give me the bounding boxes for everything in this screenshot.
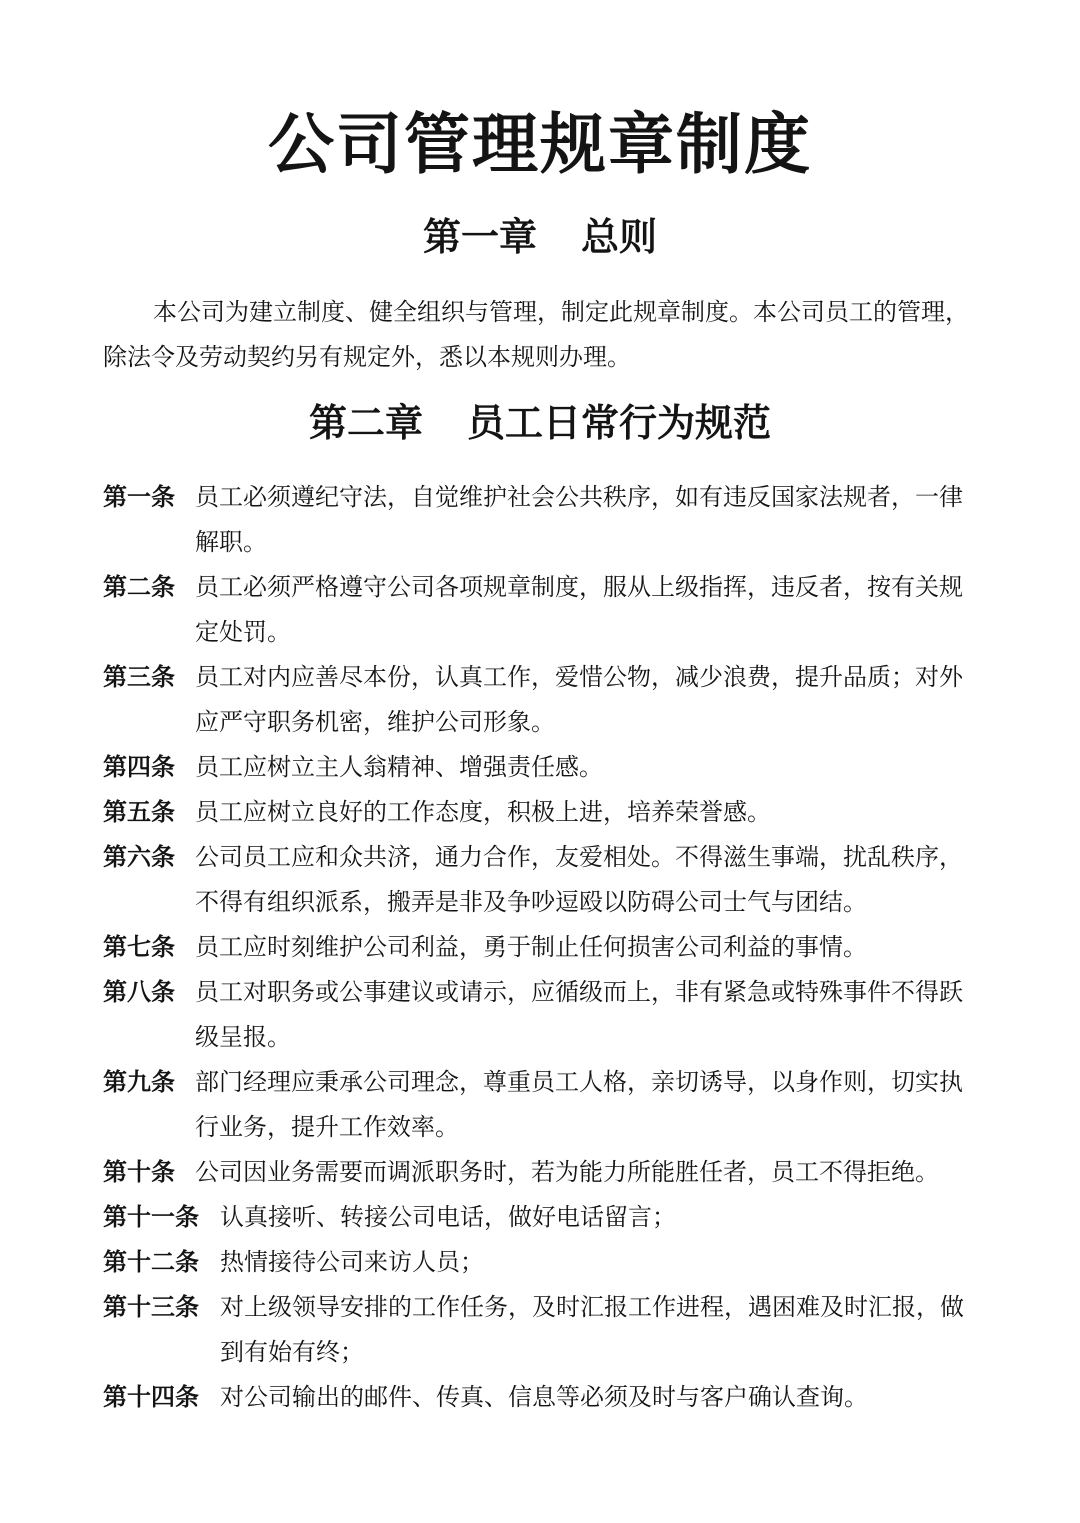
article-8 bbox=[103, 970, 983, 1060]
article-label: 第七条 bbox=[103, 933, 175, 961]
article-text: 员工应时刻维护公司利益，勇于制止任何损害公司利益的事情。 bbox=[195, 933, 867, 961]
article-text: 员工应树立主人翁精神、增强责任感。 bbox=[195, 753, 603, 781]
article-text: 认真接听、转接公司电话，做好电话留言； bbox=[220, 1203, 676, 1231]
article-label: 第十一条 bbox=[103, 1203, 199, 1231]
article-text: 员工必须严格遵守公司各项规章制度，服从上级指挥，违反者，按有关规定处罚。 bbox=[195, 573, 963, 646]
article-label: 第五条 bbox=[103, 798, 175, 826]
chapter-1-heading bbox=[0, 212, 1080, 262]
article-4 bbox=[103, 745, 983, 790]
article-text: 员工对内应善尽本份，认真工作，爱惜公物，减少浪费，提升品质；对外应严守职务机密，维护公司形象。 bbox=[195, 663, 963, 736]
article-14 bbox=[103, 1375, 983, 1420]
article-label: 第三条 bbox=[103, 663, 175, 691]
article-label: 第八条 bbox=[103, 978, 175, 1006]
article-label: 第十三条 bbox=[103, 1293, 199, 1321]
article-text: 对上级领导安排的工作任务，及时汇报工作进程，遇困难及时汇报，做到有始有终； bbox=[220, 1293, 964, 1366]
article-6 bbox=[103, 835, 983, 925]
article-text: 员工对职务或公事建议或请示，应循级而上，非有紧急或特殊事件不得跃级呈报。 bbox=[195, 978, 963, 1051]
article-text: 公司员工应和众共济，通力合作，友爱相处。不得滋生事端，扰乱秩序，不得有组织派系，搬弄是非及争吵逗殴以防碍公司士气与团结。 bbox=[195, 843, 963, 916]
article-5 bbox=[103, 790, 983, 835]
article-text: 公司因业务需要而调派职务时，若为能力所能胜任者，员工不得拒绝。 bbox=[195, 1158, 939, 1186]
article-label: 第四条 bbox=[103, 753, 175, 781]
chapter-2-name: 员工日常行为规范 bbox=[467, 401, 772, 445]
article-text: 对公司输出的邮件、传真、信息等必须及时与客户确认查询。 bbox=[220, 1383, 868, 1411]
chapter-2-number: 第二章 bbox=[308, 401, 423, 445]
article-text: 员工必须遵纪守法，自觉维护社会公共秩序，如有违反国家法规者，一律解职。 bbox=[195, 483, 963, 556]
article-list bbox=[103, 475, 983, 1420]
article-3 bbox=[103, 655, 983, 745]
chapter-1-body: 本公司为建立制度、健全组织与管理，制定此规章制度。本公司员工的管理，除法令及劳动契约另有规定外，悉以本规则办理。 bbox=[103, 298, 969, 371]
article-10 bbox=[103, 1150, 983, 1195]
article-12 bbox=[103, 1240, 983, 1285]
article-label: 第十四条 bbox=[103, 1383, 199, 1411]
article-label: 第二条 bbox=[103, 573, 175, 601]
article-label: 第六条 bbox=[103, 843, 175, 871]
article-1 bbox=[103, 475, 983, 565]
article-7 bbox=[103, 925, 983, 970]
chapter-1-number: 第一章 bbox=[422, 215, 537, 259]
article-text: 员工应树立良好的工作态度，积极上进，培养荣誉感。 bbox=[195, 798, 771, 826]
article-label: 第十条 bbox=[103, 1158, 175, 1186]
chapter-1-name: 总则 bbox=[581, 215, 658, 259]
article-11 bbox=[103, 1195, 983, 1240]
chapter-2-heading bbox=[0, 398, 1080, 448]
article-9 bbox=[103, 1060, 983, 1150]
article-2 bbox=[103, 565, 983, 655]
article-label: 第九条 bbox=[103, 1068, 175, 1096]
article-text: 部门经理应秉承公司理念，尊重员工人格，亲切诱导，以身作则，切实执行业务，提升工作效率。 bbox=[195, 1068, 963, 1141]
article-label: 第一条 bbox=[103, 483, 175, 511]
article-13 bbox=[103, 1285, 983, 1375]
article-label: 第十二条 bbox=[103, 1248, 199, 1276]
document-title: 公司管理规章制度 bbox=[268, 106, 812, 183]
article-text: 热情接待公司来访人员； bbox=[220, 1248, 484, 1276]
